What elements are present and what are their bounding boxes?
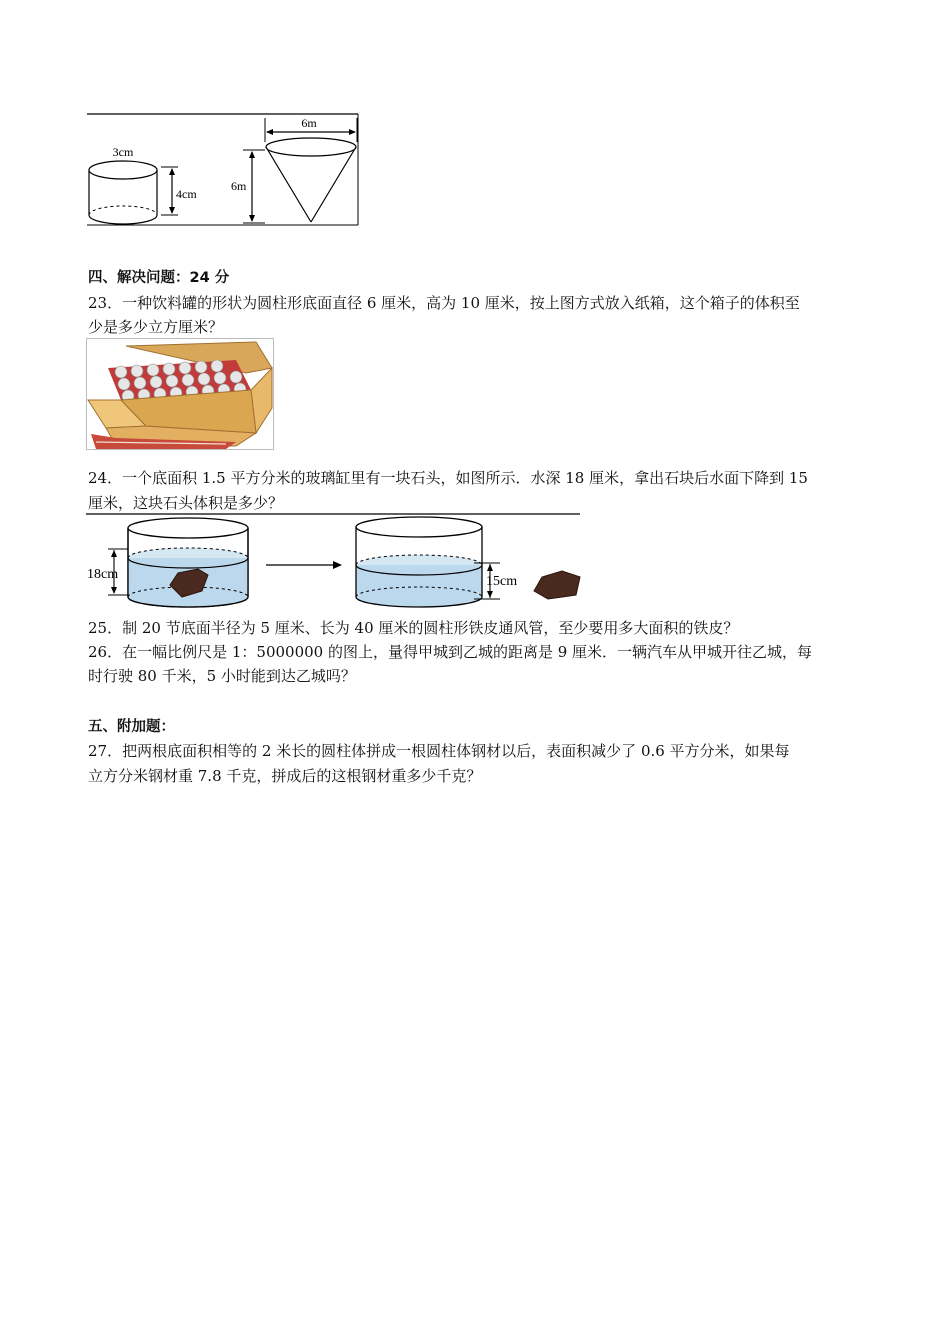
q24-line2: 厘米，这块石头体积是多少？ bbox=[88, 494, 284, 512]
stone-removed-icon bbox=[534, 571, 580, 599]
section4-heading: 四、解决问题：24 分 bbox=[88, 270, 230, 286]
cylinder-cone-figure bbox=[85, 112, 360, 228]
water-tank-figure bbox=[86, 513, 582, 609]
q27-line1: 27．把两根底面积相等的 2 米长的圆柱体拼成一根圆柱体钢材以后，表面积减少了 0.6 平方分米，如果每 bbox=[88, 742, 790, 760]
q26-line1: 26．在一幅比例尺是 1：5000000 的图上，量得甲城到乙城的距离是 9 厘米．一辆汽车从甲城开往乙城，每 bbox=[88, 643, 813, 661]
depth-before-label: 18cm bbox=[87, 567, 119, 582]
q24-line1: 24．一个底面积 1.5 平方分米的玻璃缸里有一块石头，如图所示．水深 18 厘米，拿出石块后水面下降到 15 bbox=[88, 469, 808, 487]
cylinder-height-label: 4cm bbox=[176, 187, 197, 201]
tank-before bbox=[128, 518, 248, 607]
arrow-right-icon bbox=[333, 561, 342, 569]
section5-heading: 五、附加题： bbox=[88, 719, 175, 735]
q27-line2: 立方分米钢材重 7.8 千克，拼成后的这根钢材重多少千克？ bbox=[88, 767, 482, 785]
q26-line2: 时行驶 80 千米，5 小时能到达乙城吗？ bbox=[88, 667, 356, 685]
q25-line1: 25．制 20 节底面半径为 5 厘米、长为 40 厘米的圆柱形铁皮通风管，至少要用多大面积的铁皮？ bbox=[88, 619, 739, 637]
cylinder-shape bbox=[89, 161, 157, 224]
cans-box-figure bbox=[86, 338, 275, 451]
cone-diameter-label: 6m bbox=[301, 116, 317, 130]
cone-height-label: 6m bbox=[231, 179, 247, 193]
cylinder-diameter-label: 3cm bbox=[112, 145, 134, 159]
tank-after bbox=[356, 517, 482, 607]
depth-after-label: 15cm bbox=[486, 574, 518, 589]
q23-line2: 少是多少立方厘米？ bbox=[88, 318, 224, 336]
cone-shape bbox=[266, 138, 356, 222]
q23-line1: 23．一种饮料罐的形状为圆柱形底面直径 6 厘米，高为 10 厘米，按上图方式放入纸箱，这个箱子的体积至 bbox=[88, 294, 800, 312]
